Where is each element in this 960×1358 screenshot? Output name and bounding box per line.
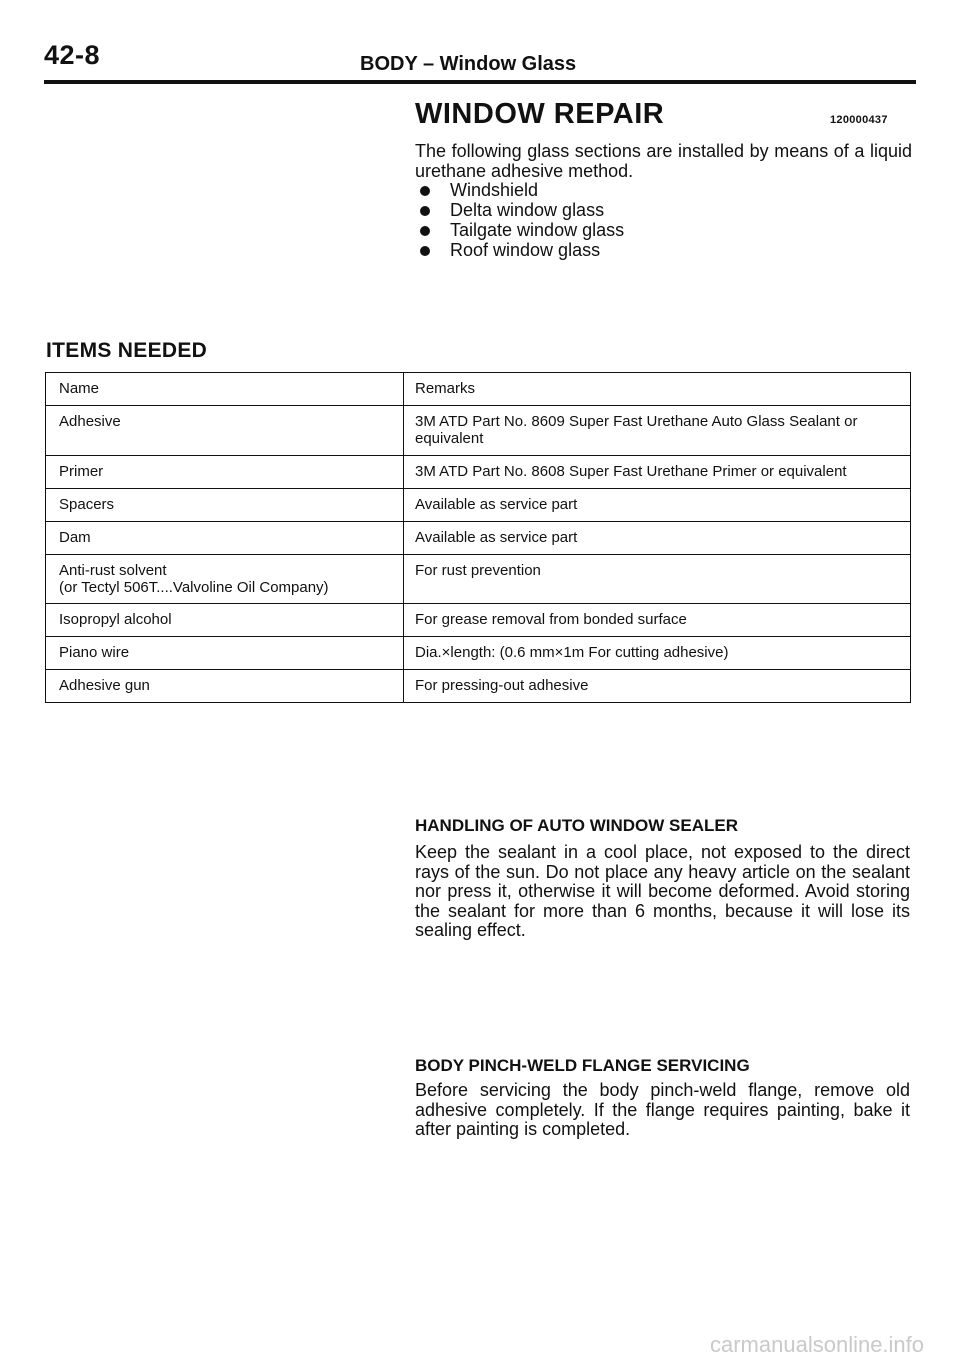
glass-sections-list [415, 180, 624, 260]
bullet-icon [420, 226, 430, 236]
table-row [46, 670, 911, 703]
column-header-name: Name [46, 373, 404, 406]
item-remarks: For pressing-out adhesive [404, 670, 911, 703]
item-name: Adhesive [46, 406, 404, 456]
item-remarks: For grease removal from bonded surface [404, 604, 911, 637]
item-remarks: Dia.×length: (0.6 mm×1m For cutting adhesive) [404, 637, 911, 670]
page-header-title: BODY – Window Glass [360, 53, 577, 75]
pinch-weld-paragraph: Before servicing the body pinch-weld flange, remove old adhesive completely. If the flange requires painting, bake it after painting is completed. [415, 1080, 910, 1140]
list-item [415, 200, 624, 220]
table-row [46, 489, 911, 522]
list-item [415, 220, 624, 240]
items-needed-heading: ITEMS NEEDED [46, 339, 208, 362]
header-divider [44, 80, 916, 84]
bullet-icon [420, 246, 430, 256]
list-item-label: Roof window glass [450, 240, 601, 260]
item-remarks: 3M ATD Part No. 8609 Super Fast Urethane Auto Glass Sealant or equivalent [404, 406, 911, 456]
column-header-remarks: Remarks [404, 373, 911, 406]
section-title: WINDOW REPAIR [415, 98, 665, 130]
list-item-label: Windshield [450, 180, 539, 200]
list-item-label: Tailgate window glass [450, 220, 625, 240]
list-item-label: Delta window glass [450, 200, 605, 220]
item-remarks: For rust prevention [404, 555, 911, 604]
item-name: Spacers [46, 489, 404, 522]
table-row [46, 522, 911, 555]
item-name: Dam [46, 522, 404, 555]
table-row [46, 406, 911, 456]
intro-paragraph: The following glass sections are installed by means of a liquid urethane adhesive method. [415, 141, 912, 181]
reference-code: 120000437 [830, 114, 888, 126]
item-name: Anti-rust solvent (or Tectyl 506T....Valvoline Oil Company) [46, 555, 404, 604]
list-item [415, 180, 624, 200]
table-row [46, 456, 911, 489]
page-number: 42-8 [44, 40, 101, 70]
table-row [46, 604, 911, 637]
item-remarks: 3M ATD Part No. 8608 Super Fast Urethane Primer or equivalent [404, 456, 911, 489]
item-name: Piano wire [46, 637, 404, 670]
table-row [46, 555, 911, 604]
table-header-row [46, 373, 911, 406]
bullet-icon [420, 206, 430, 216]
items-needed-table [45, 372, 911, 703]
table-row [46, 637, 911, 670]
item-name: Adhesive gun [46, 670, 404, 703]
pinch-weld-heading: BODY PINCH-WELD FLANGE SERVICING [415, 1056, 750, 1075]
item-name: Primer [46, 456, 404, 489]
handling-paragraph: Keep the sealant in a cool place, not exposed to the direct rays of the sun. Do not place any heavy article on the sealant nor press it, otherwise it will become deformed. Avoid storing the sealant for more than 6 months, because it will lose its sealing effect. [415, 842, 910, 941]
item-name: Isopropyl alcohol [46, 604, 404, 637]
item-remarks: Available as service part [404, 489, 911, 522]
handling-heading: HANDLING OF AUTO WINDOW SEALER [415, 816, 738, 835]
item-remarks: Available as service part [404, 522, 911, 555]
bullet-icon [420, 186, 430, 196]
watermark: carmanualsonline.info [710, 1332, 925, 1357]
list-item [415, 240, 624, 260]
